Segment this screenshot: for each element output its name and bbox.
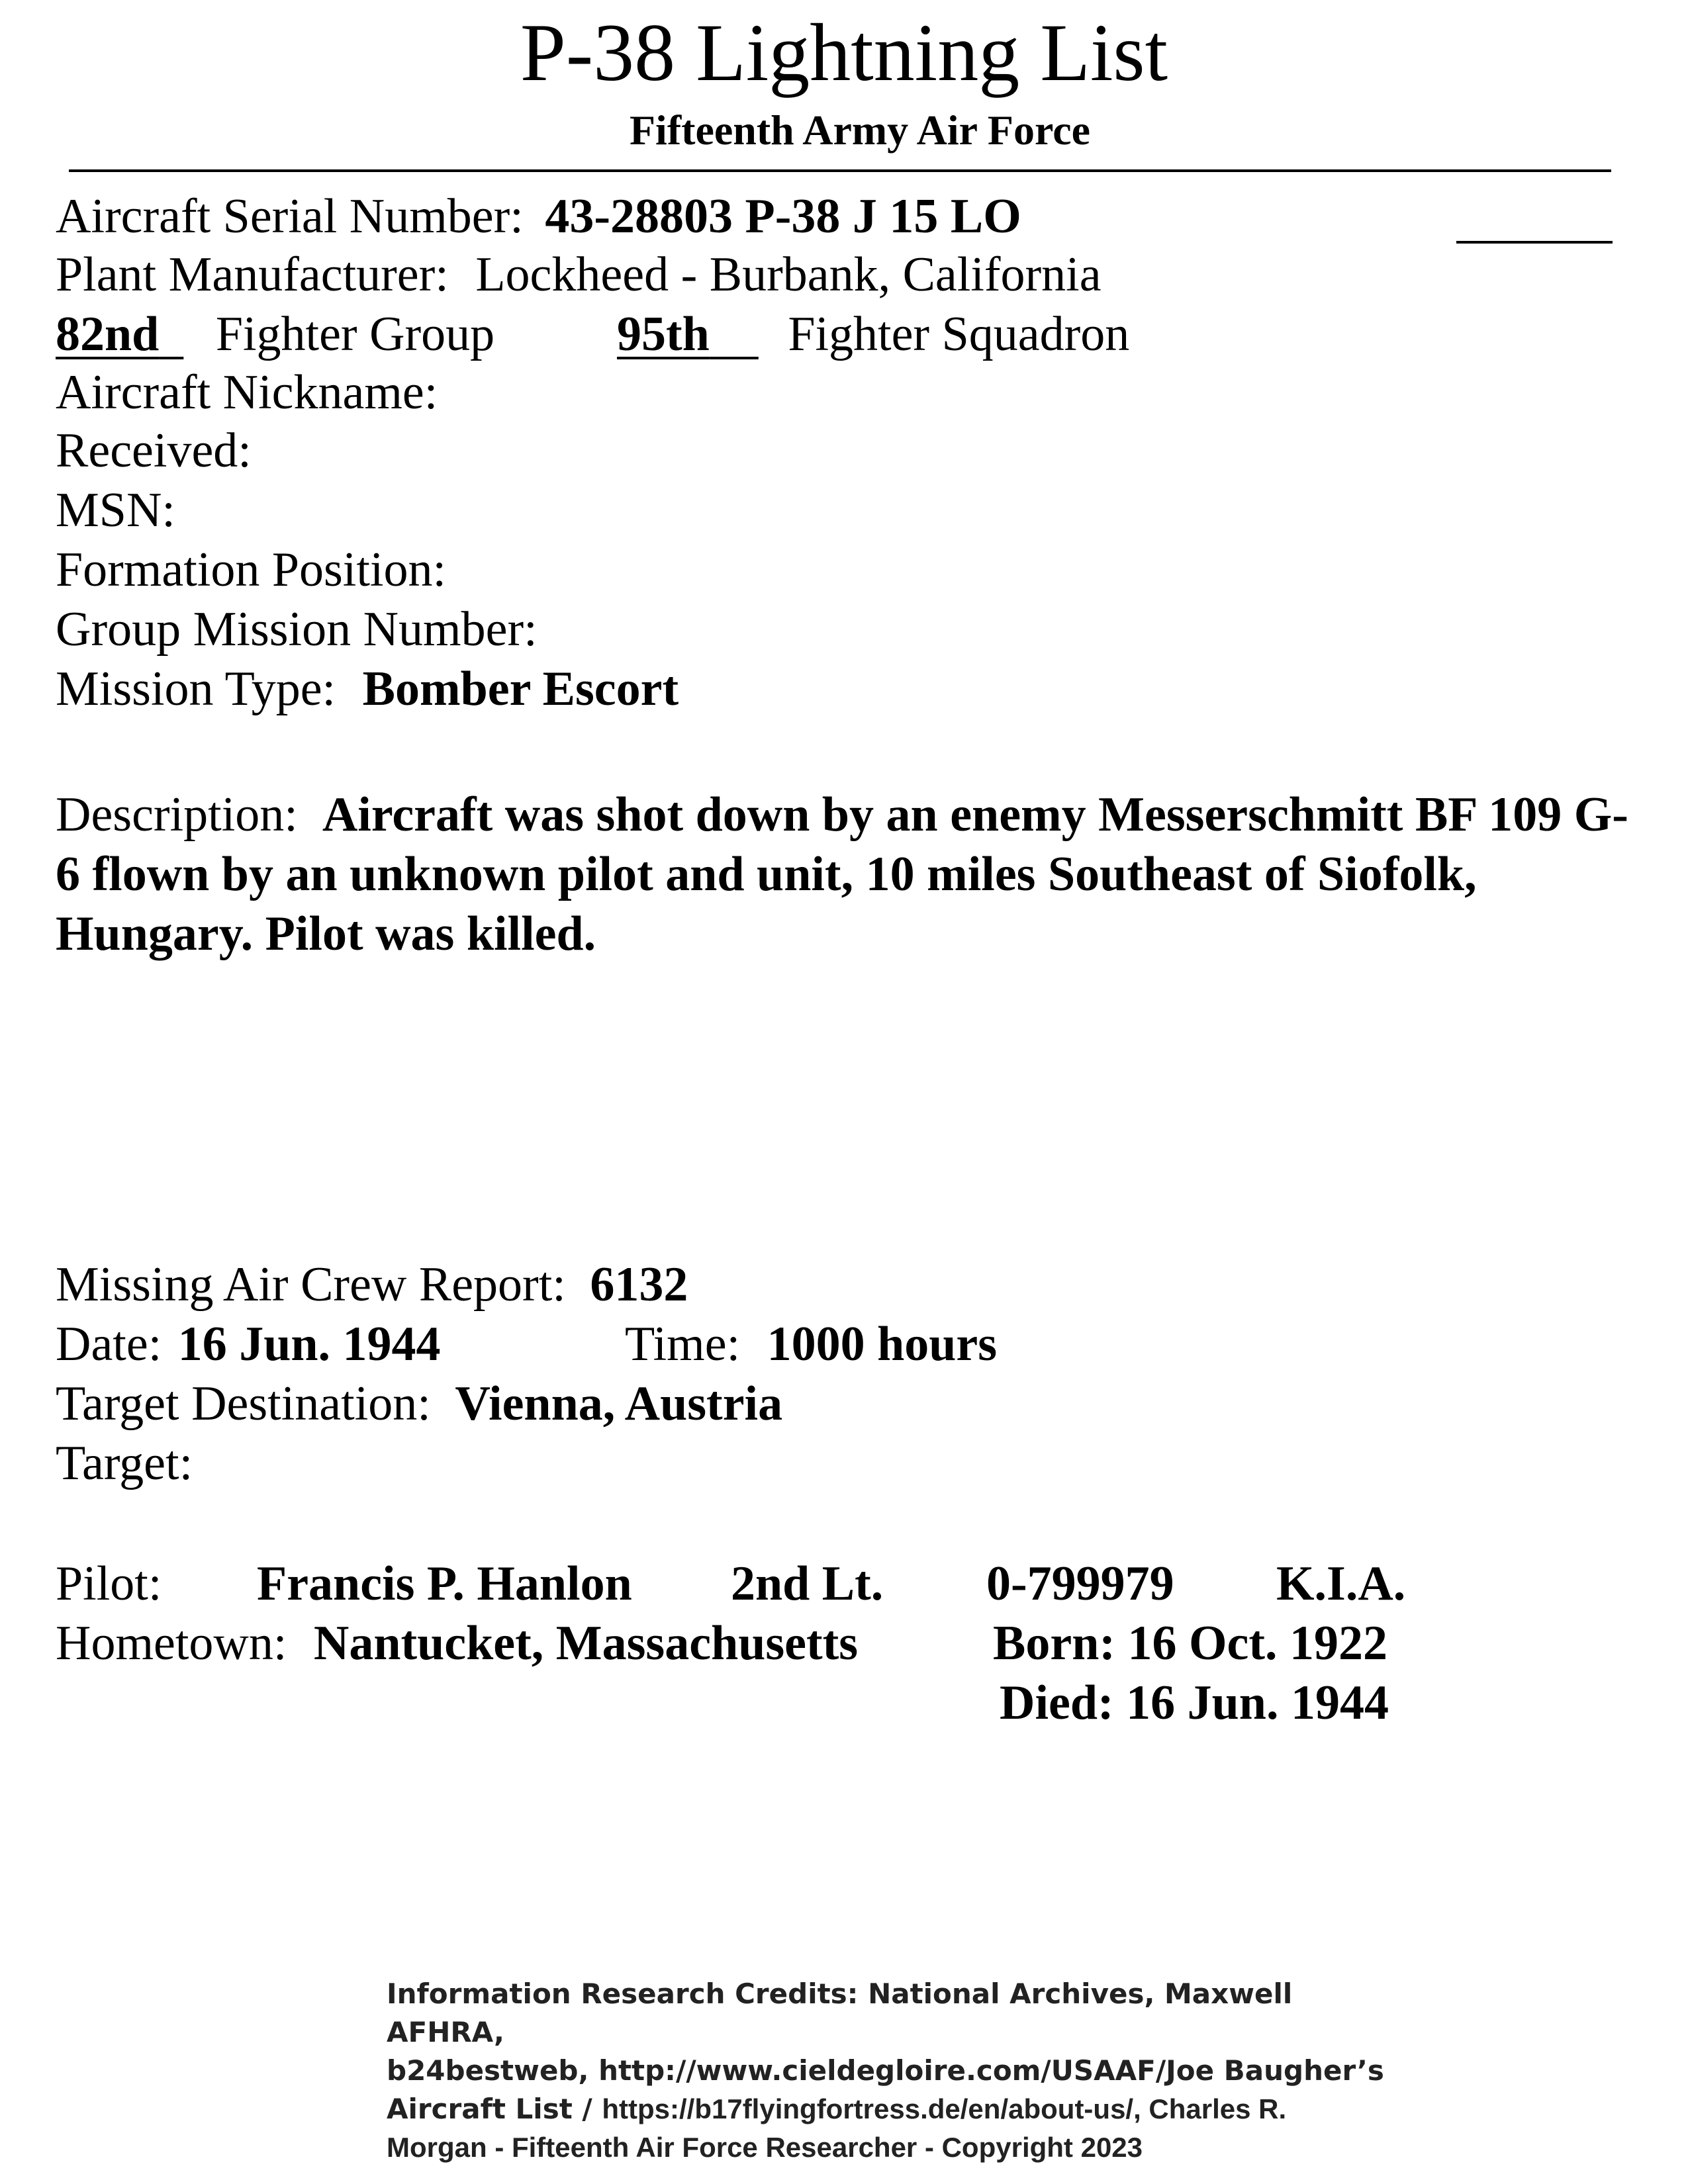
born-date: Born: 16 Oct. 1922 bbox=[993, 1616, 1388, 1670]
macr-value: 6132 bbox=[590, 1257, 688, 1312]
serial-blank-line bbox=[1456, 241, 1613, 244]
pilot-name: Francis P. Hanlon bbox=[257, 1557, 632, 1611]
credits-line-3a: Aircraft List / bbox=[387, 2093, 602, 2125]
macr-label: Missing Air Crew Report: bbox=[56, 1257, 566, 1312]
time-label: Time: bbox=[625, 1317, 741, 1371]
group-label: Fighter Group bbox=[215, 307, 495, 361]
squadron-label: Fighter Squadron bbox=[788, 307, 1130, 361]
macr-row bbox=[56, 1257, 688, 1312]
date-row bbox=[56, 1317, 441, 1371]
target-destination-label: Target Destination: bbox=[56, 1377, 431, 1431]
plant-label: Plant Manufacturer: bbox=[56, 248, 449, 302]
pilot-label: Pilot: bbox=[56, 1557, 162, 1611]
squadron-value: 95th bbox=[617, 307, 710, 361]
pilot-serial: 0-799979 bbox=[986, 1557, 1174, 1611]
hometown-label: Hometown: bbox=[56, 1616, 287, 1670]
group-row bbox=[56, 307, 495, 361]
serial-value: 43-28803 P-38 J 15 LO bbox=[545, 189, 1021, 244]
pilot-status: K.I.A. bbox=[1276, 1557, 1406, 1611]
pilot-rank: 2nd Lt. bbox=[731, 1557, 884, 1611]
target-label: Target: bbox=[56, 1436, 193, 1490]
credits-line-4: Morgan - Fifteenth Air Force Researcher - Copyright 2023 bbox=[387, 2132, 1143, 2163]
description bbox=[56, 785, 1631, 964]
target-destination-row bbox=[56, 1377, 783, 1431]
group-mission-label: Group Mission Number: bbox=[56, 602, 538, 657]
date-value: 16 Jun. 1944 bbox=[177, 1317, 441, 1371]
mission-type-value: Bomber Escort bbox=[362, 662, 679, 716]
nickname-label: Aircraft Nickname: bbox=[56, 365, 438, 420]
mission-type-row bbox=[56, 662, 679, 716]
credits-line-1: Information Research Credits: National Archives, Maxwell AFHRA, bbox=[387, 1978, 1293, 2048]
serial-label: Aircraft Serial Number: bbox=[56, 189, 524, 244]
died-date: Died: 16 Jun. 1944 bbox=[1000, 1676, 1389, 1730]
squadron-row bbox=[617, 307, 1130, 361]
formation-label: Formation Position: bbox=[56, 543, 447, 597]
received-label: Received: bbox=[56, 424, 252, 478]
hometown-row bbox=[56, 1616, 859, 1670]
header-divider bbox=[69, 169, 1611, 172]
time-row bbox=[625, 1317, 998, 1371]
research-credits bbox=[387, 1975, 1419, 2167]
hometown-value: Nantucket, Massachusetts bbox=[313, 1616, 859, 1670]
description-label: Description: bbox=[56, 788, 298, 842]
msn-label: MSN: bbox=[56, 483, 175, 537]
page-title: P-38 Lightning List bbox=[520, 7, 1168, 98]
description-text: Aircraft was shot down by an enemy Messerschmitt BF 109 G-6 flown by an unknown pilot and unit, 10 miles Southeast of Siofolk, Hungary. Pilot was killed. bbox=[56, 788, 1628, 961]
credits-line-3b: https://b17flyingfortress.de/en/about-us/, Charles R. bbox=[602, 2093, 1287, 2124]
plant-row bbox=[56, 248, 1102, 302]
target-destination-value: Vienna, Austria bbox=[455, 1377, 783, 1431]
credits-line-2: b24bestweb, http://www.cieldegloire.com/USAAF/Joe Baugher’s bbox=[387, 2054, 1384, 2087]
time-value: 1000 hours bbox=[767, 1317, 998, 1371]
mission-type-label: Mission Type: bbox=[56, 662, 336, 716]
plant-value: Lockheed - Burbank, California bbox=[475, 248, 1102, 302]
group-value: 82nd bbox=[56, 307, 160, 361]
date-label: Date: bbox=[56, 1317, 162, 1371]
page-subtitle: Fifteenth Army Air Force bbox=[629, 107, 1091, 154]
serial-row bbox=[56, 189, 1021, 244]
